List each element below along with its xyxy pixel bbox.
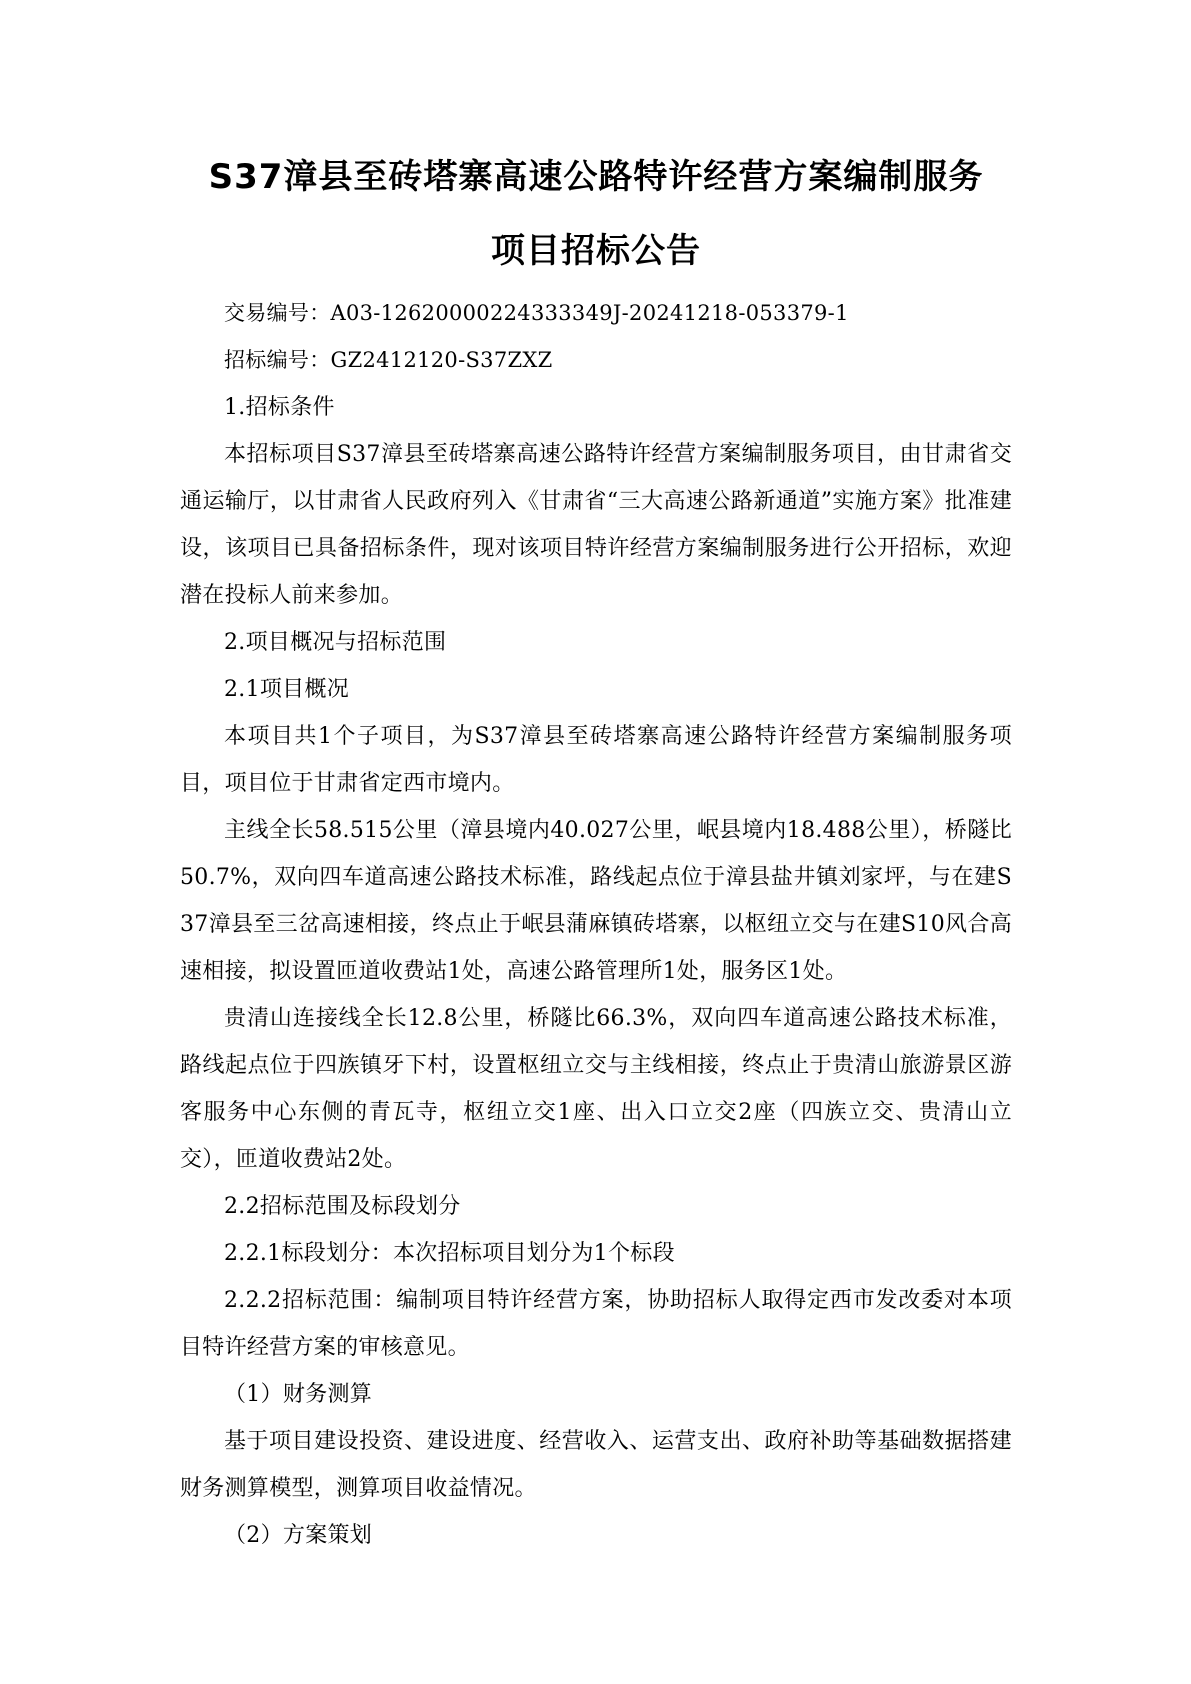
- paragraph-tender-conditions: 本招标项目S37漳县至砖塔寨高速公路特许经营方案编制服务项目，由甘肃省交通运输厅，以甘肃省人民政府列入《甘肃省“三大高速公路新通道”实施方案》批准建设，该项目已具备招标条件，现对该项目特许经营方案编制服务进行公开招标，欢迎潜在投标人前来参加。: [180, 442, 1012, 608]
- paragraph-section-division: 2.2.1标段划分：本次招标项目划分为1个标段: [224, 1241, 675, 1266]
- item-heading-financial-calculation: （1）财务测算: [224, 1382, 373, 1407]
- paragraph-tender-scope: 2.2.2招标范围：编制项目特许经营方案，协助招标人取得定西市发改委对本项目特许经营方案的审核意见。: [180, 1288, 1012, 1360]
- document-title-line2: 项目招标公告: [491, 231, 701, 271]
- paragraph-main-line: 主线全长58.515公里（漳县境内40.027公里，岷县境内18.488公里），桥隧比50.7%，双向四车道高速公路技术标准，路线起点位于漳县盐井镇刘家坪，与在建S37漳县至三岔高速相接，终点止于岷县蒲麻镇砖塔寨，以枢纽立交与在建S10风合高速相接，拟设置匝道收费站1处，高速公路管理所1处，服务区1处。: [180, 818, 1012, 984]
- document-body: [180, 290, 1012, 1559]
- paragraph-project-summary: 本项目共1个子项目，为S37漳县至砖塔寨高速公路特许经营方案编制服务项目，项目位于甘肃省定西市境内。: [180, 724, 1012, 796]
- section-heading-project-overview-scope: 2.项目概况与招标范围: [224, 630, 447, 655]
- subsection-heading-project-overview: 2.1项目概况: [224, 677, 350, 702]
- paragraph-financial-calculation: 基于项目建设投资、建设进度、经营收入、运营支出、政府补助等基础数据搭建财务测算模型，测算项目收益情况。: [180, 1429, 1012, 1501]
- subsection-heading-scope-sections: 2.2招标范围及标段划分: [224, 1194, 461, 1219]
- document-title-line1: S37漳县至砖塔寨高速公路特许经营方案编制服务: [208, 157, 984, 197]
- paragraph-guiqingshan-link: 贵清山连接线全长12.8公里，桥隧比66.3%，双向四车道高速公路技术标准，路线起点位于四族镇牙下村，设置枢纽立交与主线相接，终点止于贵清山旅游景区游客服务中心东侧的青瓦寺，枢纽立交1座、出入口立交2座（四族立交、贵清山立交），匝道收费站2处。: [180, 1006, 1012, 1172]
- section-heading-tender-conditions: 1.招标条件: [224, 395, 335, 420]
- item-heading-scheme-planning: （2）方案策划: [224, 1523, 373, 1548]
- tender-number: 招标编号：GZ2412120-S37ZXZ: [224, 348, 553, 372]
- transaction-number: 交易编号：A03-12620000224333349J-20241218-053379-1: [224, 301, 849, 325]
- document-page: [180, 140, 1012, 1559]
